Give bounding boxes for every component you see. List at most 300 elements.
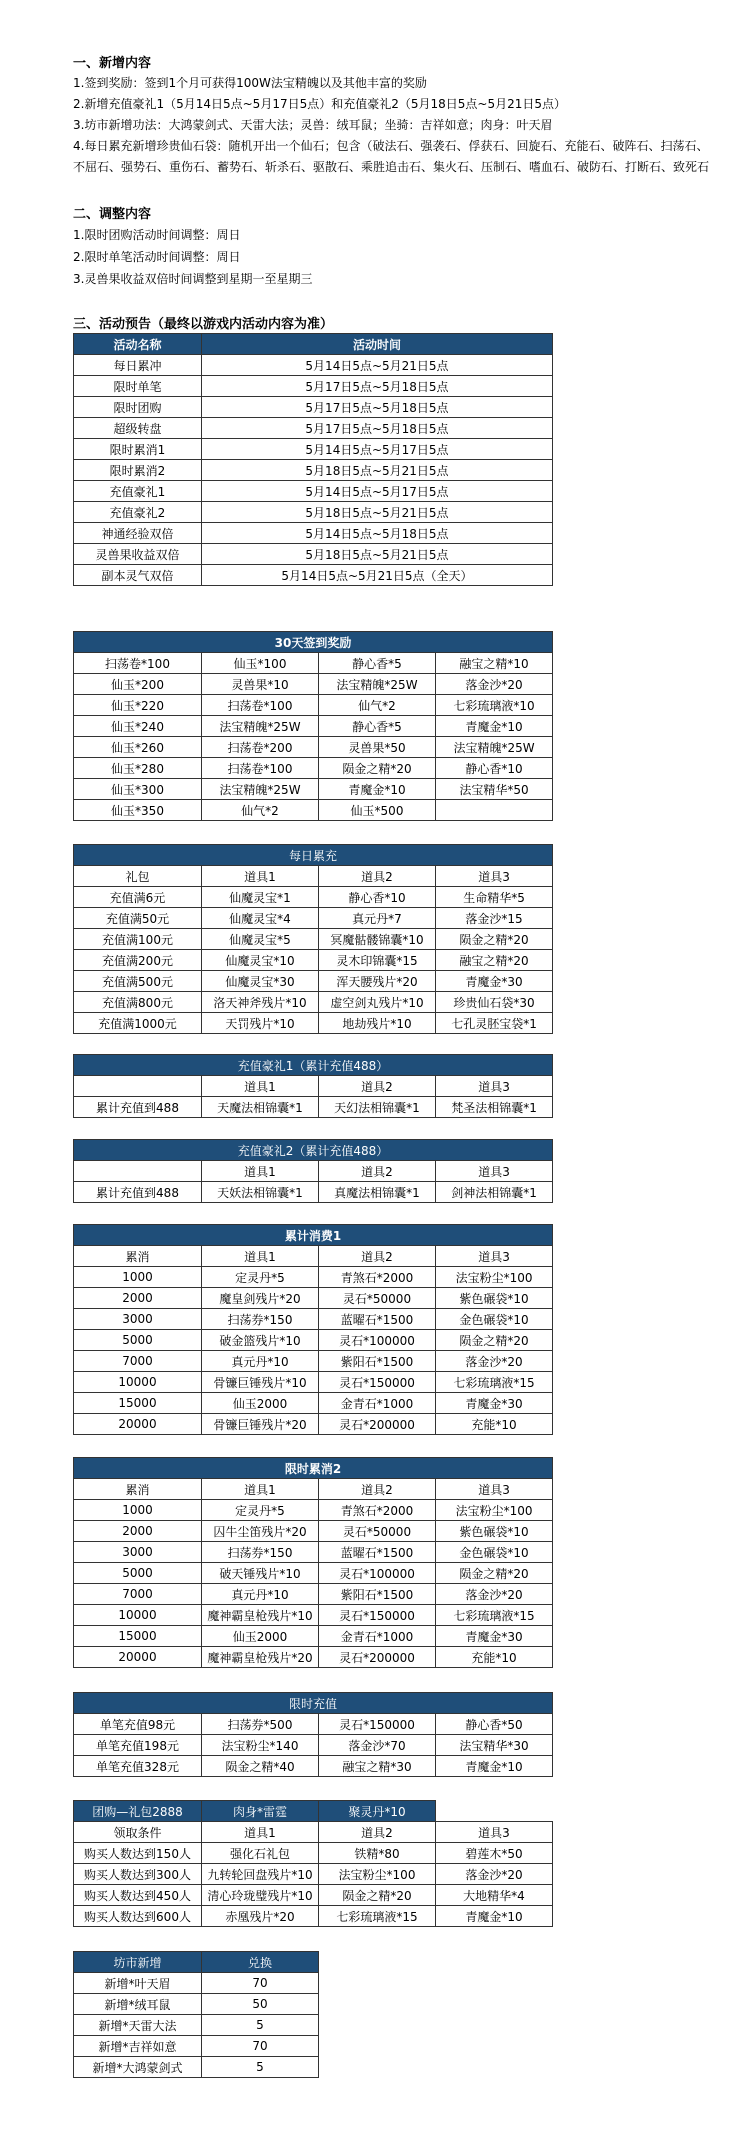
schedule-row — [74, 502, 553, 523]
table-cell: 融宝之精*10 — [436, 653, 553, 674]
table-header: 累消 — [74, 1246, 202, 1267]
table-cell: 10000 — [74, 1372, 202, 1393]
table-cell: 5 — [202, 2057, 319, 2078]
market-body — [74, 1973, 319, 2078]
table-header: 道具2 — [319, 1076, 436, 1097]
consume2-row — [74, 1500, 553, 1521]
table-cell: 洛天神斧残片*10 — [202, 992, 319, 1013]
table-cell: 紫阳石*1500 — [319, 1584, 436, 1605]
consume1-row — [74, 1414, 553, 1435]
consume1-row — [74, 1351, 553, 1372]
table-header: 道具2 — [319, 866, 436, 887]
table-cell: 真元丹*10 — [202, 1584, 319, 1605]
group-row — [74, 1906, 553, 1927]
signin-body — [74, 653, 553, 821]
table-cell: 地劫残片*10 — [319, 1013, 436, 1034]
table-cell: 青魔金*10 — [319, 779, 436, 800]
group-title: 团购—礼包2888 — [74, 1801, 202, 1822]
table-header: 道具3 — [436, 1161, 553, 1182]
table-cell: 5000 — [74, 1563, 202, 1584]
table-cell: 紫色碾袋*10 — [436, 1521, 553, 1542]
consume1-header-row — [74, 1246, 553, 1267]
consume2-header-row — [74, 1479, 553, 1500]
schedule-row — [74, 565, 553, 586]
table-cell: 充能*10 — [436, 1414, 553, 1435]
daily-row — [74, 929, 553, 950]
table-cell: 青魔金*10 — [436, 716, 553, 737]
daily-row — [74, 971, 553, 992]
table-cell: 5月17日5点~5月18日5点 — [202, 376, 553, 397]
table-header: 道具1 — [202, 1479, 319, 1500]
table-cell: 骨镰巨锤残片*10 — [202, 1372, 319, 1393]
table-cell: 陨金之精*20 — [319, 758, 436, 779]
table-cell: 3000 — [74, 1542, 202, 1563]
table-cell: 青煞石*2000 — [319, 1500, 436, 1521]
text-line: 3.坊市新增功法：大鸿蒙剑式、天雷大法；灵兽：绒耳鼠；坐骑：吉祥如意；肉身：叶天眉 — [73, 118, 553, 132]
text-line: 1.签到奖励：签到1个月可获得100W法宝精魄以及其他丰富的奖励 — [73, 76, 427, 90]
table-cell: 虚空剑丸残片*10 — [319, 992, 436, 1013]
daily-row — [74, 908, 553, 929]
table-cell: 仙魔灵宝*1 — [202, 887, 319, 908]
table-cell: 5月14日5点~5月21日5点 — [202, 355, 553, 376]
group-title-item: 聚灵丹*10 — [319, 1801, 436, 1822]
table-cell: 10000 — [74, 1605, 202, 1626]
table-cell: 单笔充值198元 — [74, 1735, 202, 1756]
single-body — [74, 1714, 553, 1777]
table-cell: 蓝曜石*1500 — [319, 1309, 436, 1330]
table-cell: 购买人数达到150人 — [74, 1843, 202, 1864]
table-cell: 仙玉*200 — [74, 674, 202, 695]
consume2-row — [74, 1605, 553, 1626]
consume1-title: 累计消费1 — [74, 1225, 553, 1246]
schedule-row — [74, 460, 553, 481]
gift1-row — [74, 1097, 553, 1118]
table-cell: 充值满1000元 — [74, 1013, 202, 1034]
table-cell: 灵石*150000 — [319, 1714, 436, 1735]
table-cell: 灵石*100000 — [319, 1330, 436, 1351]
table-cell: 充值豪礼2 — [74, 502, 202, 523]
table-cell: 5月17日5点~5月18日5点 — [202, 418, 553, 439]
table-cell: 金色碾袋*10 — [436, 1542, 553, 1563]
table-cell: 陨金之精*20 — [436, 929, 553, 950]
signin-row — [74, 695, 553, 716]
consume2-table — [73, 1457, 553, 1668]
table-cell: 超级转盘 — [74, 418, 202, 439]
table-cell: 七彩琉璃液*15 — [436, 1372, 553, 1393]
consume2-row — [74, 1563, 553, 1584]
table-cell: 累计充值到488 — [74, 1097, 202, 1118]
table-cell: 新增*吉祥如意 — [74, 2036, 202, 2057]
table-cell: 珍贵仙石袋*30 — [436, 992, 553, 1013]
table-cell: 法宝精魄*25W — [436, 737, 553, 758]
table-cell: 仙玉*260 — [74, 737, 202, 758]
table-cell: 真元丹*7 — [319, 908, 436, 929]
section-title-preview: 三、活动预告（最终以游戏内活动内容为准） — [73, 317, 334, 332]
single-row — [74, 1756, 553, 1777]
table-cell: 充值满500元 — [74, 971, 202, 992]
group-table — [73, 1800, 553, 1927]
market-table — [73, 1951, 319, 2078]
table-cell: 充值豪礼1 — [74, 481, 202, 502]
signin-table — [73, 631, 553, 821]
table-cell: 灵石*50000 — [319, 1288, 436, 1309]
table-cell: 灵石*150000 — [319, 1605, 436, 1626]
table-cell: 破金篮残片*10 — [202, 1330, 319, 1351]
table-cell: 扫荡卷*200 — [202, 737, 319, 758]
table-cell: 灵石*200000 — [319, 1647, 436, 1668]
table-cell: 骨镰巨锤残片*20 — [202, 1414, 319, 1435]
gift1-title: 充值豪礼1（累计充值488） — [74, 1055, 553, 1076]
table-cell: 破天锤残片*10 — [202, 1563, 319, 1584]
table-cell: 20000 — [74, 1647, 202, 1668]
gift2-header-row — [74, 1161, 553, 1182]
table-cell: 灵石*150000 — [319, 1372, 436, 1393]
table-header: 道具3 — [436, 1479, 553, 1500]
signin-row — [74, 779, 553, 800]
table-cell: 天幻法相锦囊*1 — [319, 1097, 436, 1118]
table-cell: 赤凰残片*20 — [202, 1906, 319, 1927]
table-cell: 清心玲珑璧残片*10 — [202, 1885, 319, 1906]
table-cell: 购买人数达到600人 — [74, 1906, 202, 1927]
table-cell: 仙气*2 — [202, 800, 319, 821]
table-cell: 冥魔骷髅锦囊*10 — [319, 929, 436, 950]
table-cell: 落金沙*20 — [436, 1584, 553, 1605]
table-cell: 仙玉*280 — [74, 758, 202, 779]
table-cell: 七彩琉璃液*15 — [436, 1605, 553, 1626]
market-row — [74, 1973, 319, 1994]
table-cell: 静心香*50 — [436, 1714, 553, 1735]
daily-row — [74, 950, 553, 971]
table-cell: 2000 — [74, 1288, 202, 1309]
table-cell: 充能*10 — [436, 1647, 553, 1668]
signin-row — [74, 800, 553, 821]
table-cell: 定灵丹*5 — [202, 1267, 319, 1288]
table-cell: 陨金之精*20 — [436, 1330, 553, 1351]
table-cell: 仙玉*240 — [74, 716, 202, 737]
table-header: 道具2 — [319, 1822, 436, 1843]
table-cell: 铁精*80 — [319, 1843, 436, 1864]
table-cell: 九转轮回盘残片*10 — [202, 1864, 319, 1885]
table-cell — [436, 800, 553, 821]
table-cell: 仙气*2 — [319, 695, 436, 716]
table-cell: 蓝曜石*1500 — [319, 1542, 436, 1563]
table-header: 道具1 — [202, 1246, 319, 1267]
gift2-table — [73, 1139, 553, 1203]
table-cell: 灵兽果*10 — [202, 674, 319, 695]
table-header: 累消 — [74, 1479, 202, 1500]
text-line: 2.新增充值豪礼1（5月14日5点~5月17日5点）和充值豪礼2（5月18日5点~5月21日5点） — [73, 97, 566, 111]
table-header: 领取条件 — [74, 1822, 202, 1843]
consume1-row — [74, 1330, 553, 1351]
table-cell: 法宝精魄*25W — [202, 716, 319, 737]
table-cell: 累计充值到488 — [74, 1182, 202, 1203]
single-table — [73, 1692, 553, 1777]
table-cell: 落金沙*20 — [436, 1864, 553, 1885]
gift1-body — [74, 1097, 553, 1118]
gift2-title: 充值豪礼2（累计充值488） — [74, 1140, 553, 1161]
table-cell: 金青石*1000 — [319, 1393, 436, 1414]
market-row — [74, 1994, 319, 2015]
table-cell: 1000 — [74, 1267, 202, 1288]
table-cell: 50 — [202, 1994, 319, 2015]
table-cell: 5月14日5点~5月17日5点 — [202, 439, 553, 460]
table-cell: 青煞石*2000 — [319, 1267, 436, 1288]
table-cell: 魔神霸皇枪残片*20 — [202, 1647, 319, 1668]
table-header: 兑换 — [202, 1952, 319, 1973]
table-cell: 充值满100元 — [74, 929, 202, 950]
signin-row — [74, 653, 553, 674]
gift2-row — [74, 1182, 553, 1203]
table-cell: 金青石*1000 — [319, 1626, 436, 1647]
table-cell: 限时累消2 — [74, 460, 202, 481]
table-cell: 新增*叶天眉 — [74, 1973, 202, 1994]
table-cell: 静心香*5 — [319, 653, 436, 674]
table-cell: 单笔充值98元 — [74, 1714, 202, 1735]
table-cell: 5月17日5点~5月18日5点 — [202, 397, 553, 418]
table-cell: 青魔金*30 — [436, 1626, 553, 1647]
single-row — [74, 1714, 553, 1735]
table-cell: 仙魔灵宝*30 — [202, 971, 319, 992]
table-cell: 魔神霸皇枪残片*10 — [202, 1605, 319, 1626]
table-cell: 单笔充值328元 — [74, 1756, 202, 1777]
table-cell: 充值满800元 — [74, 992, 202, 1013]
table-header: 坊市新增 — [74, 1952, 202, 1973]
table-cell: 仙魔灵宝*10 — [202, 950, 319, 971]
table-cell: 金色碾袋*10 — [436, 1309, 553, 1330]
table-header: 道具2 — [319, 1161, 436, 1182]
table-cell: 5000 — [74, 1330, 202, 1351]
schedule-row — [74, 418, 553, 439]
daily-body — [74, 887, 553, 1034]
table-cell: 紫色碾袋*10 — [436, 1288, 553, 1309]
market-row — [74, 2036, 319, 2057]
table-cell: 强化石礼包 — [202, 1843, 319, 1864]
table-cell: 魔皇剑残片*20 — [202, 1288, 319, 1309]
schedule-row — [74, 376, 553, 397]
table-cell: 真元丹*10 — [202, 1351, 319, 1372]
table-cell: 法宝精魄*25W — [202, 779, 319, 800]
table-cell: 灵石*100000 — [319, 1563, 436, 1584]
table-cell: 灵石*200000 — [319, 1414, 436, 1435]
table-header: 道具3 — [436, 1076, 553, 1097]
table-cell: 仙玉*500 — [319, 800, 436, 821]
market-header-row — [74, 1952, 319, 1973]
table-cell: 副本灵气双倍 — [74, 565, 202, 586]
table-cell: 15000 — [74, 1626, 202, 1647]
table-cell: 扫荡券*500 — [202, 1714, 319, 1735]
table-cell: 1000 — [74, 1500, 202, 1521]
table-cell: 紫阳石*1500 — [319, 1351, 436, 1372]
table-cell: 7000 — [74, 1351, 202, 1372]
table-cell: 真魔法相锦囊*1 — [319, 1182, 436, 1203]
table-header: 道具3 — [436, 1822, 553, 1843]
table-cell: 浑天腰残片*20 — [319, 971, 436, 992]
table-cell: 陨金之精*40 — [202, 1756, 319, 1777]
table-header: 道具3 — [436, 1246, 553, 1267]
table-cell: 陨金之精*20 — [436, 1563, 553, 1584]
table-cell: 5月18日5点~5月21日5点 — [202, 460, 553, 481]
table-header: 道具1 — [202, 1161, 319, 1182]
table-cell: 70 — [202, 1973, 319, 1994]
table-cell: 法宝精华*30 — [436, 1735, 553, 1756]
consume2-row — [74, 1647, 553, 1668]
consume2-title: 限时累消2 — [74, 1458, 553, 1479]
table-cell: 静心香*5 — [319, 716, 436, 737]
consume1-row — [74, 1393, 553, 1414]
table-cell: 天罚残片*10 — [202, 1013, 319, 1034]
table-cell: 仙玉*100 — [202, 653, 319, 674]
table-header: 道具3 — [436, 866, 553, 887]
gift1-table — [73, 1054, 553, 1118]
table-cell: 仙玉*350 — [74, 800, 202, 821]
consume2-body — [74, 1500, 553, 1668]
table-cell: 青魔金*10 — [436, 1756, 553, 1777]
gift1-header-row — [74, 1076, 553, 1097]
table-cell: 扫荡卷*100 — [202, 695, 319, 716]
table-cell: 梵圣法相锦囊*1 — [436, 1097, 553, 1118]
table-header: 道具2 — [319, 1479, 436, 1500]
schedule-row — [74, 397, 553, 418]
table-cell: 落金沙*70 — [319, 1735, 436, 1756]
daily-row — [74, 1013, 553, 1034]
table-cell: 七彩琉璃液*15 — [319, 1906, 436, 1927]
table-cell: 5月14日5点~5月17日5点 — [202, 481, 553, 502]
table-cell: 限时累消1 — [74, 439, 202, 460]
table-cell: 七孔灵胚宝袋*1 — [436, 1013, 553, 1034]
table-header: 道具1 — [202, 866, 319, 887]
table-cell: 静心香*10 — [319, 887, 436, 908]
table-cell: 新增*绒耳鼠 — [74, 1994, 202, 2015]
table-cell: 每日累冲 — [74, 355, 202, 376]
table-cell: 扫荡券*150 — [202, 1309, 319, 1330]
table-cell: 大地精华*4 — [436, 1885, 553, 1906]
table-cell: 法宝粉尘*100 — [436, 1500, 553, 1521]
table-cell: 3000 — [74, 1309, 202, 1330]
group-row — [74, 1843, 553, 1864]
consume1-row — [74, 1372, 553, 1393]
table-cell: 灵兽果收益双倍 — [74, 544, 202, 565]
table-cell: 碧莲木*50 — [436, 1843, 553, 1864]
single-title: 限时充值 — [74, 1693, 553, 1714]
table-cell: 生命精华*5 — [436, 887, 553, 908]
table-cell: 20000 — [74, 1414, 202, 1435]
table-header: 活动名称 — [74, 334, 202, 355]
table-cell: 70 — [202, 2036, 319, 2057]
schedule-table — [73, 333, 553, 586]
table-cell: 充值满6元 — [74, 887, 202, 908]
table-cell: 天妖法相锦囊*1 — [202, 1182, 319, 1203]
table-cell: 扫荡卷*100 — [74, 653, 202, 674]
signin-title: 30天签到奖励 — [74, 632, 553, 653]
table-cell: 灵石*50000 — [319, 1521, 436, 1542]
daily-header-row — [74, 866, 553, 887]
market-row — [74, 2015, 319, 2036]
table-cell: 限时团购 — [74, 397, 202, 418]
section-title-adjust: 二、调整内容 — [73, 207, 152, 222]
table-header: 活动时间 — [202, 334, 553, 355]
consume2-row — [74, 1542, 553, 1563]
single-row — [74, 1735, 553, 1756]
table-cell: 5月14日5点~5月21日5点（全天） — [202, 565, 553, 586]
table-cell: 融宝之精*20 — [436, 950, 553, 971]
table-cell: 法宝粉尘*140 — [202, 1735, 319, 1756]
consume1-row — [74, 1267, 553, 1288]
table-cell: 灵木印锦囊*15 — [319, 950, 436, 971]
group-header-row — [74, 1822, 553, 1843]
table-cell: 灵兽果*50 — [319, 737, 436, 758]
table-cell: 新增*天雷大法 — [74, 2015, 202, 2036]
daily-title: 每日累充 — [74, 845, 553, 866]
table-cell: 法宝精魄*25W — [319, 674, 436, 695]
group-row — [74, 1864, 553, 1885]
table-cell: 5月18日5点~5月21日5点 — [202, 502, 553, 523]
table-cell: 仙玉*220 — [74, 695, 202, 716]
signin-row — [74, 716, 553, 737]
consume2-row — [74, 1584, 553, 1605]
table-cell: 法宝精华*50 — [436, 779, 553, 800]
table-cell: 青魔金*30 — [436, 1393, 553, 1414]
table-cell: 神通经验双倍 — [74, 523, 202, 544]
consume2-row — [74, 1626, 553, 1647]
table-cell: 充值满50元 — [74, 908, 202, 929]
table-cell: 5月14日5点~5月18日5点 — [202, 523, 553, 544]
table-cell: 仙玉2000 — [202, 1393, 319, 1414]
table-cell: 2000 — [74, 1521, 202, 1542]
daily-row — [74, 992, 553, 1013]
schedule-row — [74, 523, 553, 544]
table-cell: 扫荡卷*100 — [202, 758, 319, 779]
consume1-row — [74, 1288, 553, 1309]
signin-row — [74, 674, 553, 695]
table-cell: 法宝粉尘*100 — [319, 1864, 436, 1885]
group-body — [74, 1843, 553, 1927]
table-cell: 限时单笔 — [74, 376, 202, 397]
schedule-body — [74, 355, 553, 586]
text-line: 不屈石、强势石、重伤石、蓄势石、斩杀石、驱散石、乘胜追击石、集火石、压制石、嗜血石、破防石、打断石、致死石 — [73, 160, 710, 174]
daily-row — [74, 887, 553, 908]
table-cell: 购买人数达到450人 — [74, 1885, 202, 1906]
table-cell: 新增*大鸿蒙剑式 — [74, 2057, 202, 2078]
consume2-row — [74, 1521, 553, 1542]
table-header: 礼包 — [74, 866, 202, 887]
table-header: 道具1 — [202, 1076, 319, 1097]
table-cell: 囚牛尘笛残片*20 — [202, 1521, 319, 1542]
table-cell: 静心香*10 — [436, 758, 553, 779]
table-header — [74, 1076, 202, 1097]
table-cell: 落金沙*20 — [436, 674, 553, 695]
daily-table — [73, 844, 553, 1034]
table-header: 道具1 — [202, 1822, 319, 1843]
market-row — [74, 2057, 319, 2078]
table-cell: 5 — [202, 2015, 319, 2036]
schedule-row — [74, 481, 553, 502]
table-header: 道具2 — [319, 1246, 436, 1267]
table-cell: 剑神法相锦囊*1 — [436, 1182, 553, 1203]
table-cell: 融宝之精*30 — [319, 1756, 436, 1777]
table-cell: 充值满200元 — [74, 950, 202, 971]
table-cell: 扫荡券*150 — [202, 1542, 319, 1563]
consume1-body — [74, 1267, 553, 1435]
group-title-item: 肉身*雷霆 — [202, 1801, 319, 1822]
table-cell: 天魔法相锦囊*1 — [202, 1097, 319, 1118]
table-cell: 购买人数达到300人 — [74, 1864, 202, 1885]
group-row — [74, 1885, 553, 1906]
text-line: 2.限时单笔活动时间调整：周日 — [73, 250, 241, 264]
table-cell: 5月18日5点~5月21日5点 — [202, 544, 553, 565]
schedule-row — [74, 439, 553, 460]
table-cell: 仙魔灵宝*5 — [202, 929, 319, 950]
schedule-row — [74, 544, 553, 565]
